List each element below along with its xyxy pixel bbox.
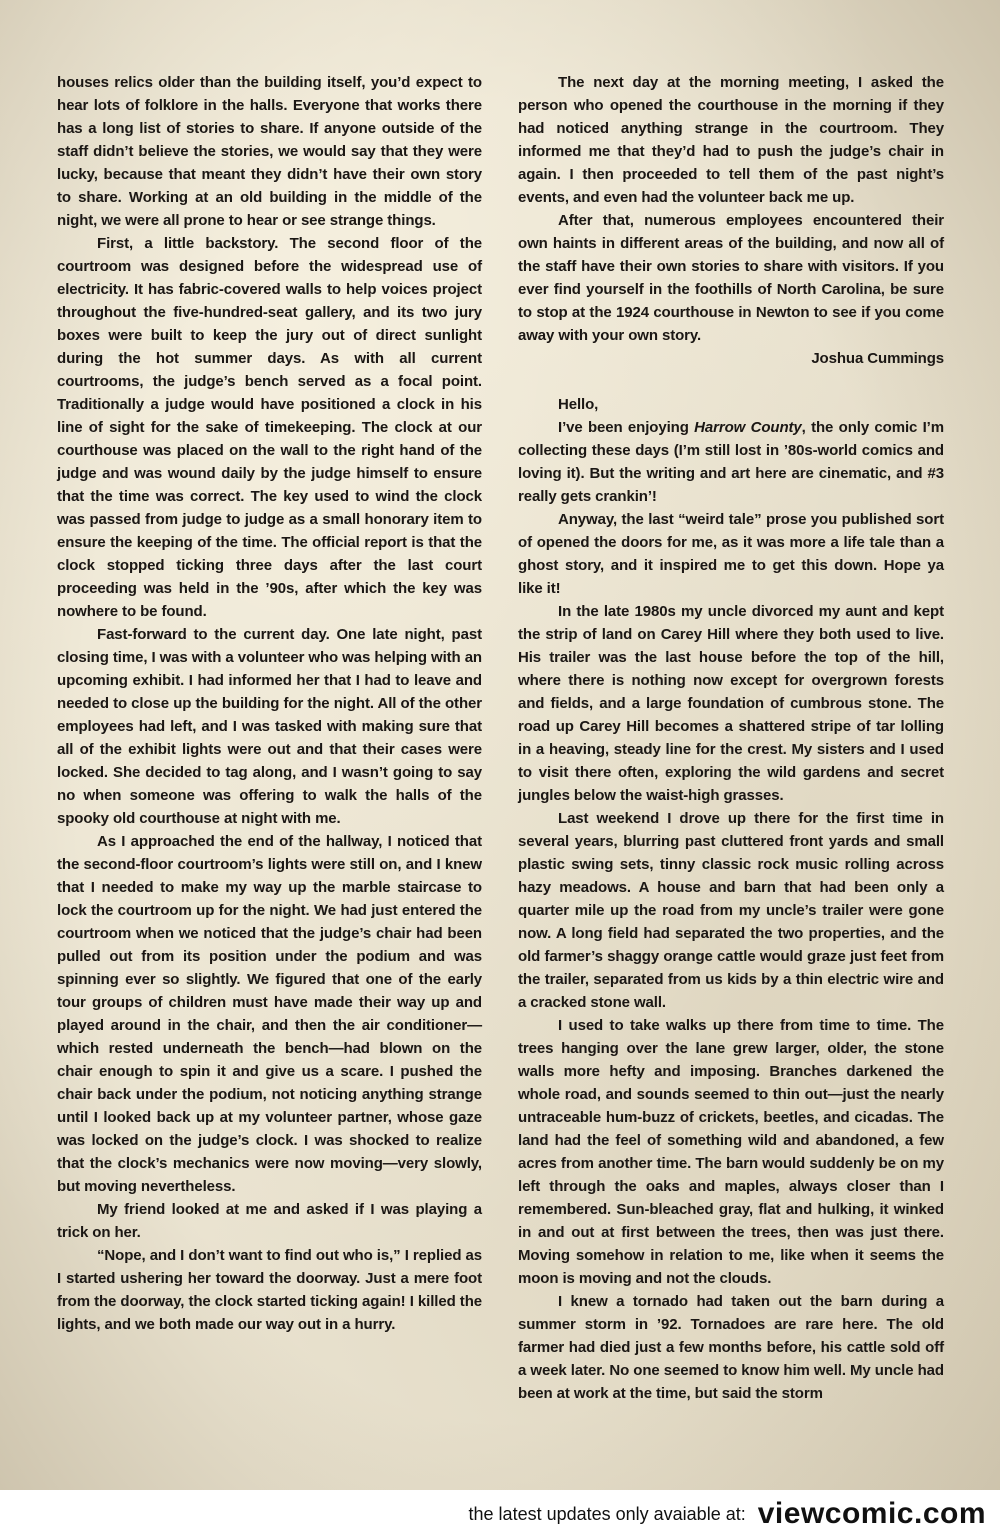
- paragraph: After that, numerous employees encountered their own haints in different areas of the building, and now all of the staff have their own stories to share with visitors. If you ever find yourself in the foothills of North Carolina, be sure to stop at the 1924 courthouse in Newton to see if you come away with your own story.: [518, 212, 944, 344]
- paragraph: In the late 1980s my uncle divorced my aunt and kept the strip of land on Carey Hill where they both used to live. His trailer was the last house before the top of the hill, where there is nothing now except for overgrown forests and fields, and a large foundation of cumbrous stone. The road up Carey Hill becomes a shattered stripe of tar lolling in a heaving, steady line for the crest. My sisters and I used to visit there often, exploring the wild gardens and secret jungles below the waist-high grasses.: [518, 603, 944, 804]
- paragraph: houses relics older than the building itself, you’d expect to hear lots of folklore in the halls. Everyone that works there has a long list of stories to share. If anyone outside of the staff didn’t believe the stories, we would say that they were lucky, because that meant they didn’t have their own story to share. Working at an old building in the middle of the night, we were all prone to hear or see strange things.: [57, 74, 482, 229]
- paragraph: [518, 416, 944, 508]
- footer-note: the latest updates only avaiable at:: [468, 1503, 746, 1524]
- right-column: [518, 71, 944, 1405]
- paragraph: Anyway, the last “weird tale” prose you published sort of opened the doors for me, as it was more a life tale than a ghost story, and it inspired me to get this down. Hope ya like it!: [518, 511, 944, 597]
- letter-greeting: Hello,: [558, 396, 599, 413]
- paragraph: My friend looked at me and asked if I was playing a trick on her.: [57, 1201, 482, 1241]
- paragraph: First, a little backstory. The second floor of the courtroom was designed before the widespread use of electricity. It has fabric-covered walls to help voices project throughout the five-hundred-seat gallery, and its two jury boxes were built to keep the jury out of direct sunlight during the hot summer days. As with all current courtrooms, the judge’s bench served as a focal point. Traditionally a judge would have positioned a clock in his line of sight for the sake of timekeeping. The clock at our courthouse was placed on the wall to the right hand of the judge and was wound daily by the judge himself to ensure that the time was correct. The key used to wind the clock was passed from judge to judge as a small honorary item to ensure the keeping of the time. The official report is that the clock stopped ticking three days after the last court proceeding was held in the ’90s, after which the key was nowhere to be found.: [57, 235, 482, 620]
- paragraph: I knew a tornado had taken out the barn during a summer storm in ’92. Tornadoes are rare here. The old farmer had died just a few months before, his cattle sold off a week later. No one seemed to know him well. My uncle had been at work at the time, but said the storm: [518, 1293, 944, 1402]
- footer-brand-link[interactable]: viewcomic.com: [757, 1497, 986, 1530]
- left-column: [57, 71, 482, 1336]
- paragraph: Last weekend I drove up there for the first time in several years, blurring past cluttered front yards and small plastic swing sets, tinny classic rock music rolling across hazy meadows. A house and barn that had been only a quarter mile up the road from my uncle’s trailer were gone now. A long field had separated the two properties, and the old farmer’s shaggy orange cattle would graze just feet from the trailer, separated from us kids by a thin electric wire and a cracked stone wall.: [518, 810, 944, 1011]
- paragraph: As I approached the end of the hallway, I noticed that the second-floor courtroom’s lights were still on, and I knew that I needed to make my way up the marble staircase to lock the courtroom up for the night. We had just entered the courtroom when we noticed that the judge’s chair had been pulled out from its position under the podium and was spinning ever so slightly. We figured that one of the early tour groups of children must have made their way up and played around in the chair, and then the air conditioner—which rested underneath the bench—had blown on the chair enough to spin it and give us a scare. I pushed the chair back under the podium, not noticing anything strange until I looked back up at my volunteer partner, whose gaze was locked on the judge’s clock. I was shocked to realize that the clock’s mechanics were now moving—very slowly, but moving nevertheless.: [57, 833, 482, 1195]
- comic-title: Harrow County: [694, 419, 802, 436]
- letter-signature: Joshua Cummings: [811, 350, 944, 367]
- watermark-footer: [0, 1490, 1000, 1538]
- paragraph: “Nope, and I don’t want to find out who is,” I replied as I started ushering her toward the doorway. Just a mere foot from the doorway, the clock started ticking again! I killed the lights, and we both made our way out in a hurry.: [57, 1247, 482, 1333]
- paragraph: Fast-forward to the current day. One late night, past closing time, I was with a volunteer who was helping with an upcoming exhibit. I had informed her that I had to leave and needed to close up the building for the night. All of the other employees had left, and I was tasked with making sure that all of the exhibit lights were out and that their cases were locked. She decided to tag along, and I wasn’t going to say no when someone was offering to walk the halls of the spooky old courthouse at night with me.: [57, 626, 482, 827]
- text-run: , the only comic I’m collecting these days (I’m still lost in ’80s-world comics and loving it). But the writing and art here are cinematic, and #3 really gets crankin’!: [518, 419, 944, 505]
- letter-separator: [518, 370, 944, 393]
- paragraph: I used to take walks up there from time to time. The trees hanging over the lane grew larger, older, the stone walls more hefty and imposing. Branches darkened the whole road, and sounds seemed to thin out—just the nearly untraceable hum-buzz of crickets, beetles, and cicadas. The land had the feel of something wild and abandoned, a few acres from another time. The barn would suddenly be on my left through the oaks and maples, always closer than I remembered. Sun-bleached gray, flat and hulking, it winked in and out at first between the trees, then was just there. Moving somehow in relation to me, like when it seems the moon is moving and not the clouds.: [518, 1017, 944, 1287]
- paragraph: The next day at the morning meeting, I asked the person who opened the courthouse in the morning if they had noticed anything strange in the courtroom. They informed me that they’d had to push the judge’s chair in again. I then proceeded to tell them of the past night’s events, and even had the volunteer back me up.: [518, 74, 944, 206]
- text-run: I’ve been enjoying: [558, 419, 695, 436]
